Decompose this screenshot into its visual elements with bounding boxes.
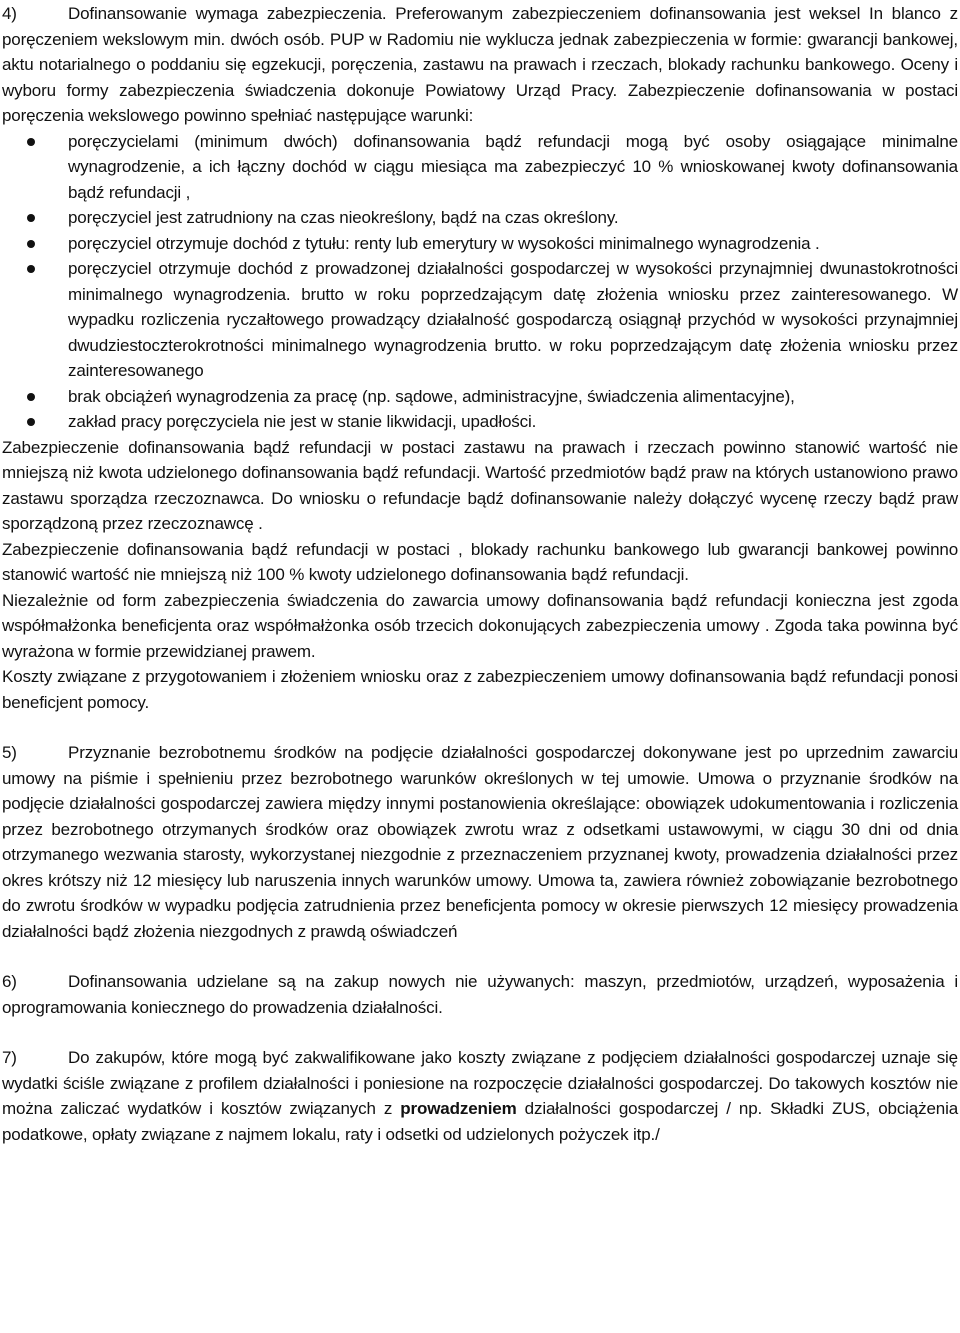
list-item: [2, 409, 958, 435]
section-5-text: Przyznanie bezrobotnemu środków na podjęcie działalności gospodarczej dokonywane jest po uprzednim zawarciu umowy na piśmie i spełnieniu przez bezrobotnego warunków określonych w tej umowie. Umowa o przyznanie środków na podjęcie działalności gospodarczej zawiera między innymi postanowienia określające: obowiązek udokumentowania i rozliczenia przez bezrobotnego otrzymanych środków oraz obowiązek zwrotu wraz z odsetkami ustawowymi, w ciągu 30 dni od dnia otrzymanego wezwania starosty, wykorzystanej niezgodnie z przeznaczeniem przyznanej kwoty, prowadzenia działalności przez okres krótszy niż 12 miesięcy lub naruszenia innych warunków umowy. Umowa ta, zawiera również zobowiązanie bezrobotnego do zwrotu środków w wypadku podjęcia zatrudnienia przez beneficjenta pomocy w okresie pierwszych 12 miesięcy prowadzenia działalności bądź złożenia niezgodnych z prawdą oświadczeń: [2, 743, 958, 941]
section-5: [2, 740, 958, 944]
list-item: [2, 205, 958, 231]
list-item-text: poręczycielami (minimum dwóch) dofinansowania bądź refundacji mogą być osoby osiągające minimalne wynagrodzenie, a ich łączny dochód w ciągu miesiąca ma zabezpieczyć 10 % wnioskowanej kwoty dofinansowania bądź refundacji ,: [68, 131, 958, 202]
list-item: [2, 384, 958, 410]
pledge-paragraph: Zabezpieczenie dofinansowania bądź refundacji w postaci zastawu na prawach i rzeczach powinno stanowić wartość nie mniejszą niż kwota udzielonego dofinansowania bądź refundacji. Wartość przedmiotów bądź praw na których ustanowiono prawo zastawu sporządza rzeczoznawca. Do wniosku o refundacje bądź dofinansowanie należy dołączyć wycenę rzeczy bądź praw sporządzoną przez rzeczoznawcę .: [2, 437, 958, 533]
costs-paragraph: Koszty związane z przygotowaniem i złożeniem wniosku oraz z zabezpieczeniem umowy dofinansowania bądź refundacji ponosi beneficjent pomocy.: [2, 667, 958, 712]
section-spacer: [2, 944, 958, 969]
bullet-icon: [27, 265, 35, 273]
list-item-text: poręczyciel otrzymuje dochód z tytułu: renty lub emerytury w wysokości minimalnego wynagrodzenia .: [68, 233, 820, 253]
bullet-icon: [27, 214, 35, 222]
section-4: [2, 1, 958, 715]
section-6-text: Dofinansowania udzielane są na zakup nowych nie używanych: maszyn, przedmiotów, urządzeń, wyposażenia i oprogramowania koniecznego do prowadzenia działalności.: [2, 972, 958, 1017]
section-7-bold-word: prowadzeniem: [400, 1099, 517, 1118]
bullet-icon: [27, 418, 35, 426]
bullet-icon: [27, 138, 35, 146]
list-item-text: zakład pracy poręczyciela nie jest w stanie likwidacji, upadłości.: [68, 412, 537, 431]
section-spacer: [2, 715, 958, 740]
list-item: [2, 129, 958, 206]
list-item: [2, 231, 958, 257]
guarantor-conditions-list: [2, 129, 958, 435]
section-4-number: 4): [2, 4, 17, 23]
section-7: [2, 1045, 958, 1147]
bullet-icon: [27, 393, 35, 401]
section-4-intro: [2, 1, 958, 129]
section-7-text-start: Do zakupów, które mogą być zakwalifikowane jako koszty związane z podjęciem działalności gospodarczej uznaje się wydatki ściśle związane z profilem działalności i poniesione na rozpoczęcie działalności gospodarczej. Do takowych kosztów nie można zaliczać wydatków i kosztów związanych z: [2, 1048, 958, 1118]
spouse-consent-paragraph: Niezależnie od form zabezpieczenia świadczenia do zawarcia umowy dofinansowania bądź refundacji konieczna jest zgoda współmałżonka beneficjenta oraz współmałżonka osób trzecich dokonujących zabezpieczenia umowy . Zgoda taka powinna być wyrażona w formie przewidzianej prawem.: [2, 590, 958, 661]
section-7-text-end: działalności gospodarczej / np. Składki ZUS, obciążenia podatkowe, opłaty związane z najmem lokalu, raty i odsetki od udzielonych pożyczek itp./: [2, 1099, 958, 1144]
list-item-text: brak obciążeń wynagrodzenia za pracę (np. sądowe, administracyjne, świadczenia alimentacyjne),: [68, 386, 795, 406]
bank-guarantee-paragraph: Zabezpieczenie dofinansowania bądź refundacji w postaci , blokady rachunku bankowego lub gwarancji bankowej powinno stanowić wartość nie mniejszą niż 100 % kwoty udzielonego dofinansowania bądź refundacji.: [2, 539, 958, 584]
section-6: [2, 969, 958, 1020]
list-item-text: poręczyciel otrzymuje dochód z prowadzonej działalności gospodarczej w wysokości przynajmniej dwunastokrotności minimalnego wynagrodzenia. brutto w roku poprzedzającym datę złożenia wniosku przez zainteresowanego. W wypadku rozliczenia ryczałtowego prowadzący działalność gospodarczą osiągnął przychód w wysokości przynajmniej dwudziestoczterokrotności minimalnego wynagrodzenia brutto. w roku poprzedzającym datę złożenia wniosku przez zainteresowanego: [68, 259, 958, 380]
section-4-intro-text: Dofinansowanie wymaga zabezpieczenia. Preferowanym zabezpieczeniem dofinansowania jest weksel In blanco z poręczeniem wekslowym min. dwóch osób. PUP w Radomiu nie wyklucza jednak zabezpieczenia w formie: gwarancji bankowej, aktu notarialnego o poddaniu się egzekucji, poręczenia, zastawu na prawach i rzeczach, blokady rachunku bankowego. Oceny i wyboru formy zabezpieczenia świadczenia dokonuje Powiatowy Urząd Pracy. Zabezpieczenie dofinansowania w postaci poręczenia wekslowego powinno spełniać następujące warunki:: [2, 4, 958, 125]
section-6-number: 6): [2, 972, 17, 991]
section-spacer: [2, 1020, 958, 1045]
list-item-text: poręczyciel jest zatrudniony na czas nieokreślony, bądź na czas określony.: [68, 208, 619, 227]
section-5-number: 5): [2, 743, 17, 762]
list-item: [2, 256, 958, 384]
bullet-icon: [27, 240, 35, 248]
section-7-number: 7): [2, 1048, 17, 1067]
